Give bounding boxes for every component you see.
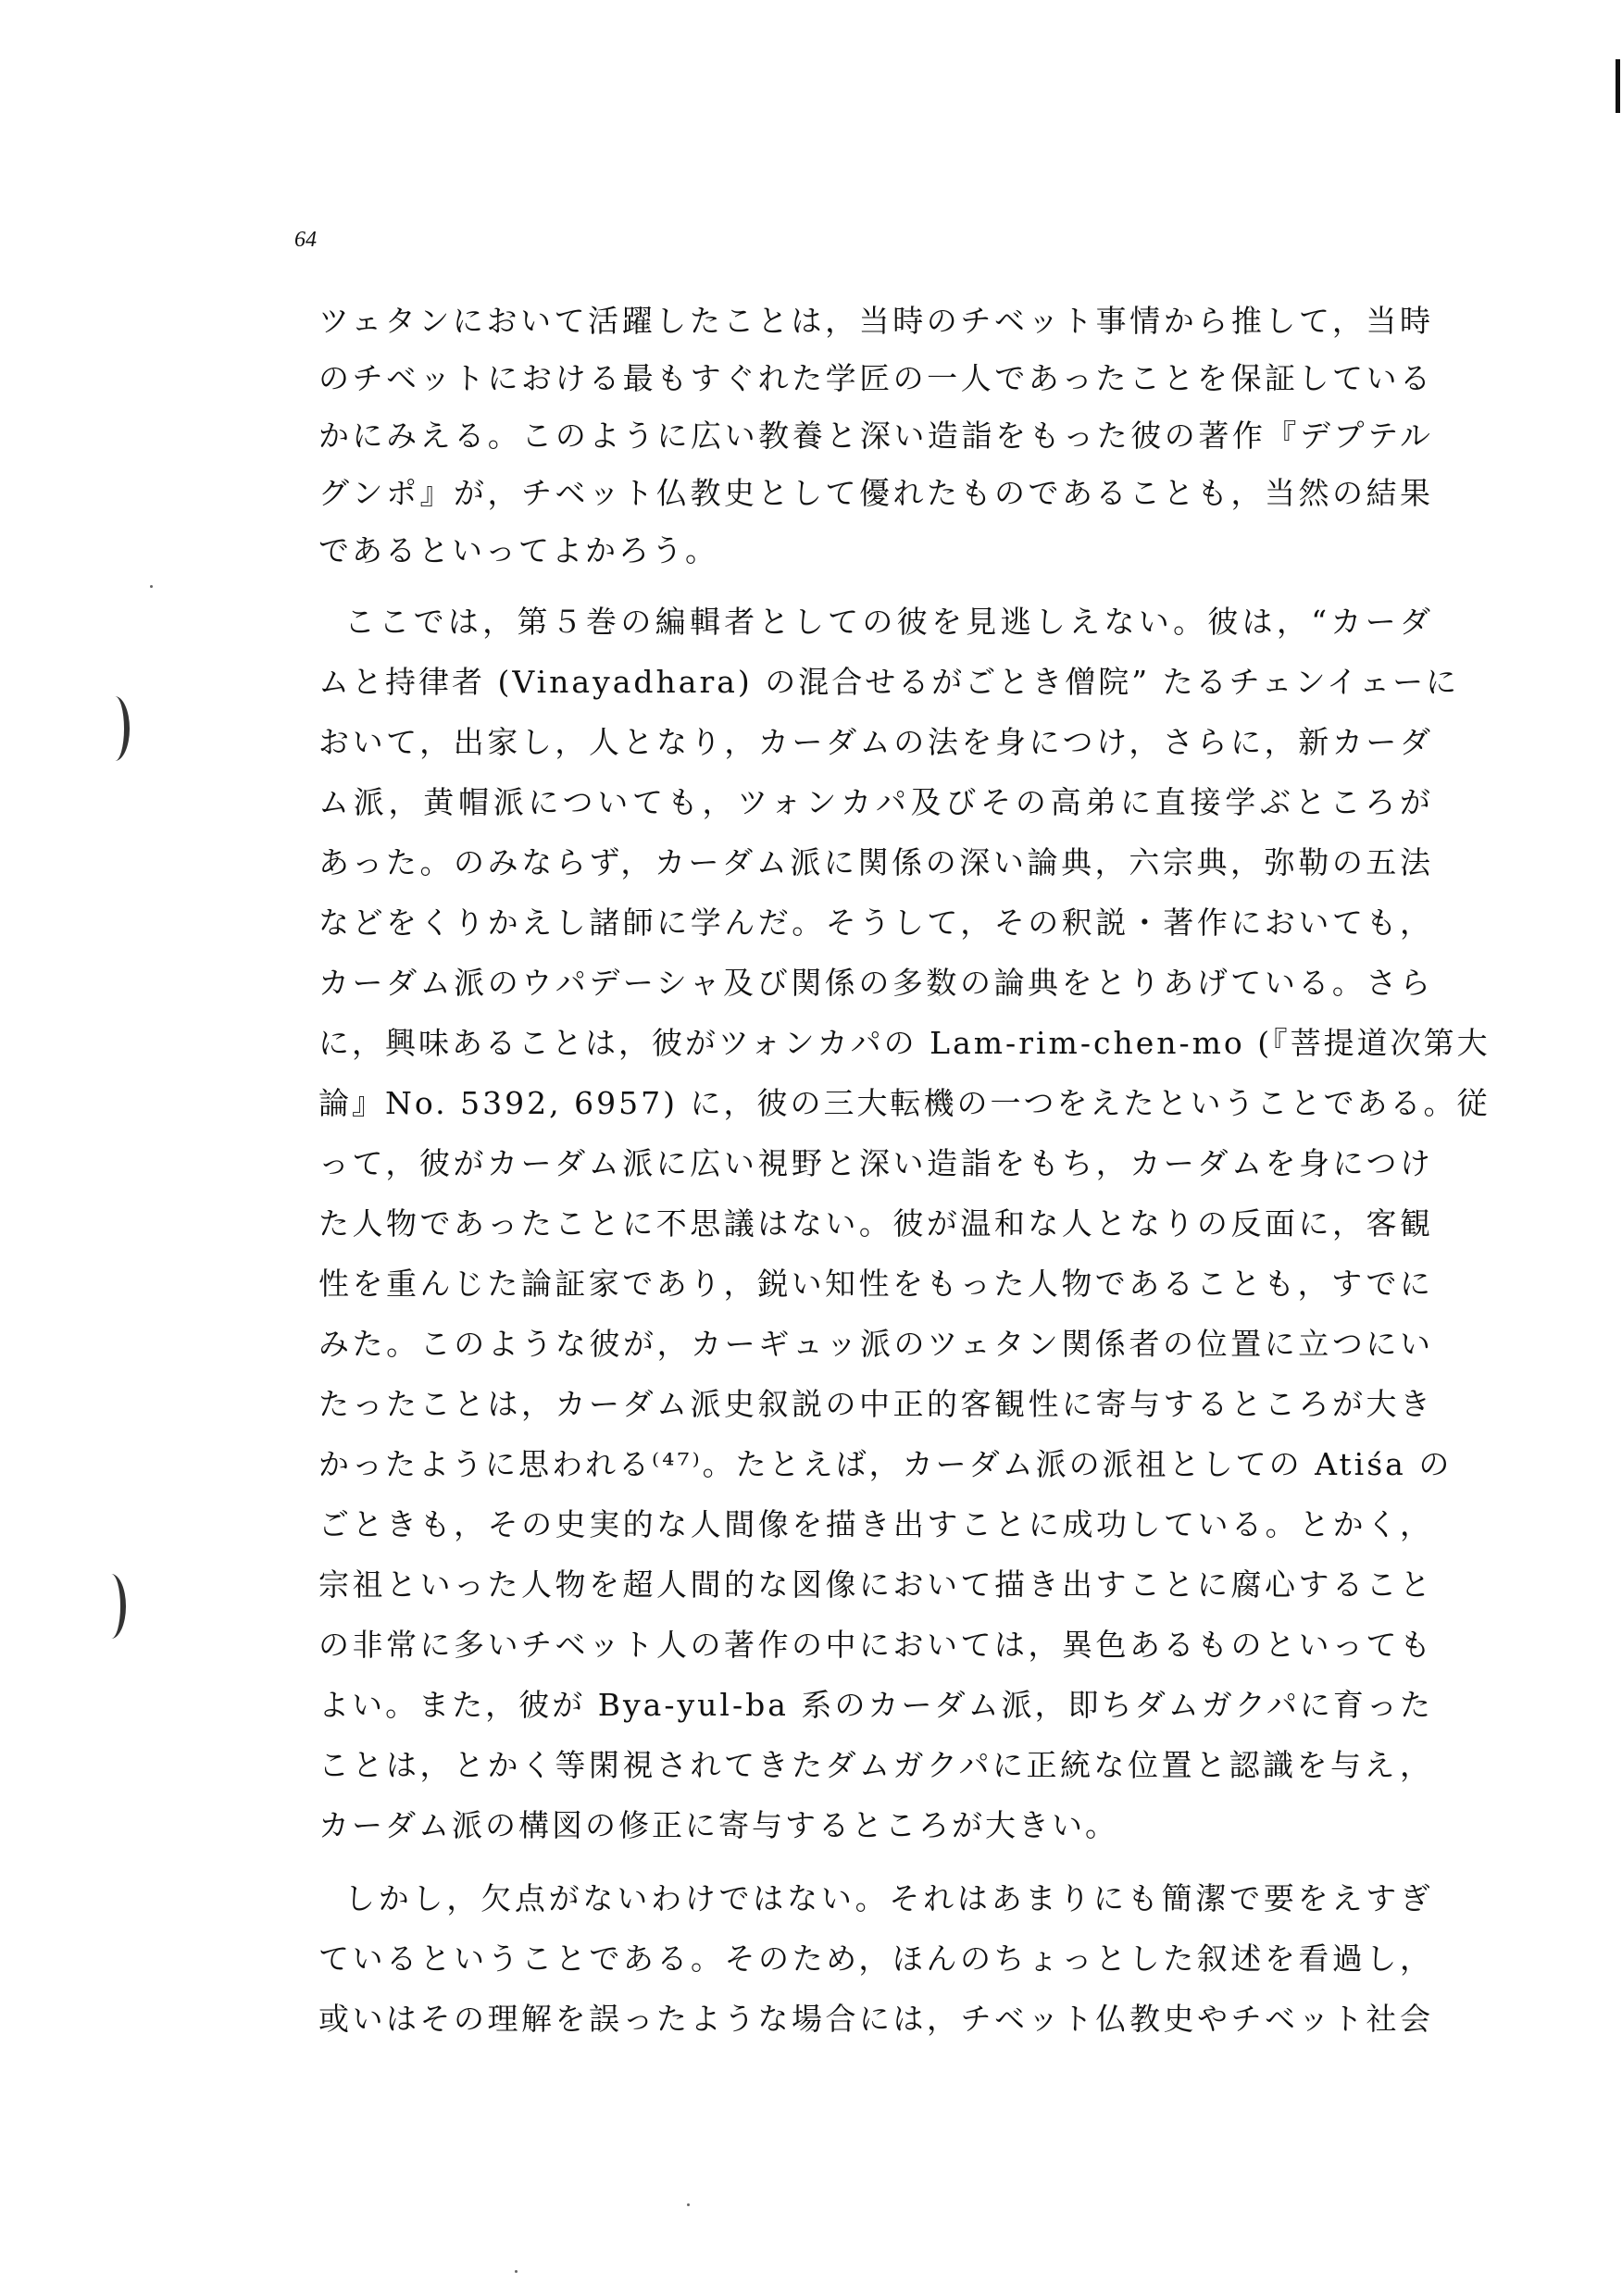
text-line: のチベットにおける最もすぐれた学匠の一人であったことを保証している	[318, 360, 1433, 396]
text-line: 或いはその理解を誤ったような場合には，チベット仏教史やチベット社会	[318, 2001, 1433, 2037]
text-line: 論』No. 5392, 6957) に，彼の三大転機の一つをえたということである。従	[318, 1085, 1491, 1121]
text-line: であるといってよかろう。	[318, 532, 718, 568]
text-line: た人物であったことに不思議はない。彼が温和な人となりの反面に，客観	[318, 1205, 1433, 1242]
text-line: みた。このような彼が，カーギュッ派のツェタン関係者の位置に立つにい	[318, 1326, 1433, 1362]
scan-speck	[687, 2203, 690, 2206]
scan-speck	[150, 585, 153, 588]
text-line: ムと持律者 (Vinayadhara) の混合せるがごとき僧院” たるチェンイェーに	[318, 664, 1460, 700]
text-line: カーダム派のウパデーシャ及び関係の多数の論典をとりあげている。さら	[318, 965, 1433, 1001]
text-line: たったことは，カーダム派史叙説の中正的客観性に寄与するところが大き	[318, 1386, 1433, 1422]
text-line: などをくりかえし諸師に学んだ。そうして，その釈説・著作においても，	[318, 905, 1433, 941]
text-line: ごときも，その史実的な人間像を描き出すことに成功している。とかく，	[318, 1506, 1433, 1542]
text-line: ム派，黄帽派についても，ツォンカパ及びその高弟に直接学ぶところが	[318, 784, 1433, 820]
text-line: グンポ』が，チベット仏教史として優れたものであることも，当然の結果	[318, 475, 1433, 511]
scan-speck	[515, 2270, 518, 2273]
text-line: って，彼がカーダム派に広い視野と深い造詣をもち，カーダムを身につけ	[318, 1145, 1433, 1181]
text-line: カーダム派の構図の修正に寄与するところが大きい。	[318, 1807, 1118, 1843]
text-line: かにみえる。このように広い教養と深い造詣をもった彼の著作『デプテル	[318, 418, 1433, 454]
text-line: かったように思われる⁽⁴⁷⁾。たとえば，カーダム派の派祖としての Atiśa の	[318, 1446, 1453, 1482]
text-line: ているということである。そのため，ほんのちょっとした叙述を看過し，	[318, 1940, 1433, 1977]
text-line: 宗祖といった人物を超人間的な図像において描き出すことに腐心すること	[318, 1566, 1433, 1603]
page-edge-mark	[1616, 59, 1620, 113]
binding-mark	[100, 696, 130, 761]
text-line: あった。のみならず，カーダム派に関係の深い論典，六宗典，弥勒の五法	[318, 844, 1433, 880]
text-line: に，興味あることは，彼がツォンカパの Lam-rim-chen-mo (『菩提道次第大	[318, 1025, 1491, 1061]
text-line: しかし，欠点がないわけではない。それはあまりにも簡潔で要をえすぎ	[344, 1880, 1433, 1916]
page-number: 64	[294, 228, 317, 252]
text-line: 性を重んじた論証家であり，鋭い知性をもった人物であることも，すでに	[318, 1266, 1433, 1302]
text-line: おいて，出家し，人となり，カーダムの法を身につけ，さらに，新カーダ	[318, 724, 1433, 760]
text-line: よい。また，彼が Bya-yul-ba 系のカーダム派，即ちダムガクパに育った	[318, 1687, 1433, 1723]
text-line: ことは，とかく等閑視されてきたダムガクパに正統な位置と認識を与え，	[318, 1747, 1433, 1783]
text-line: の非常に多いチベット人の著作の中においては，異色あるものといっても	[318, 1627, 1433, 1663]
text-line: ここでは，第５巻の編輯者としての彼を見逃しえない。彼は，“カーダ	[344, 604, 1433, 640]
binding-mark	[96, 1574, 126, 1639]
text-line: ツェタンにおいて活躍したことは，当時のチベット事情から推して，当時	[318, 303, 1433, 339]
